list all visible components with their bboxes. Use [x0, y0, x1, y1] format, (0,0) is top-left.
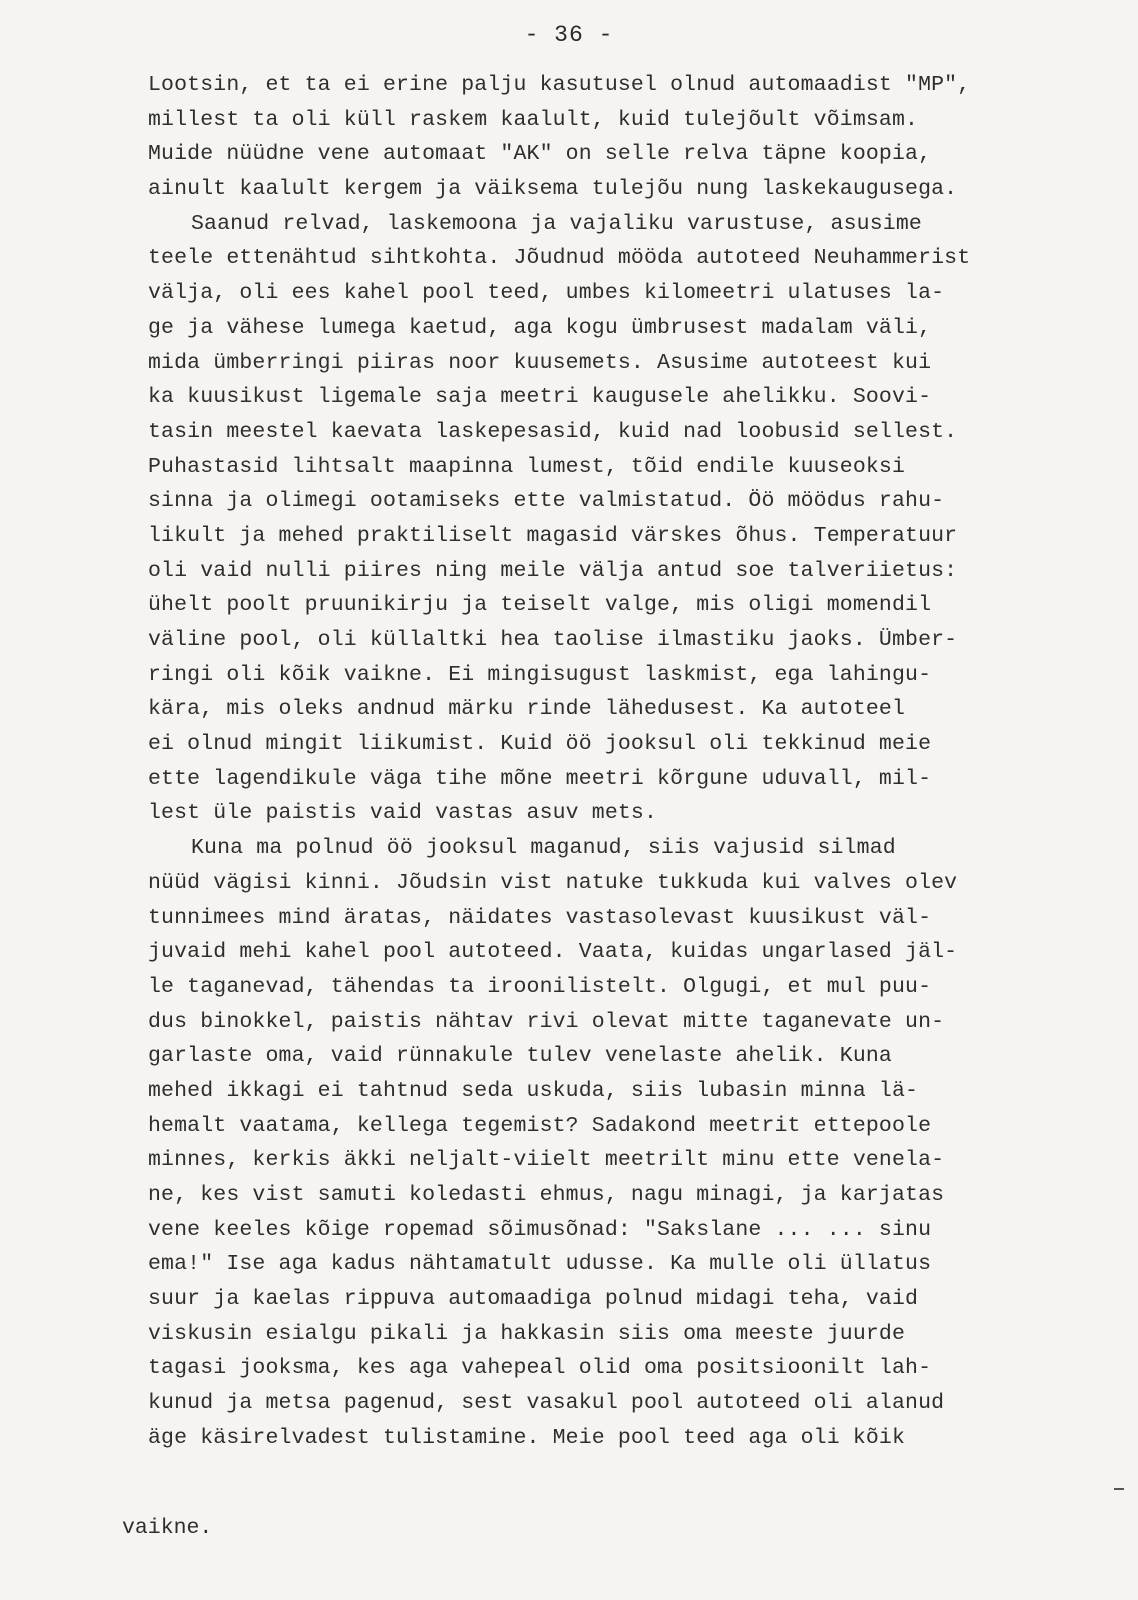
text-line: Lootsin, et ta ei erine palju kasutusel olnud automaadist "MP",	[148, 73, 971, 97]
text-line: Saanud relvad, laskemoona ja vajaliku varustuse, asusime	[191, 211, 922, 236]
text-line: kära, mis oleks andnud märku rinde lähedusest. Ka autoteel	[148, 697, 906, 722]
text-line: väline pool, oli küllaltki hea taolise ilmastiku jaoks. Ümber-	[148, 628, 958, 652]
text-line: ka kuusikust ligemale saja meetri kaugusele ahelikku. Soovi-	[148, 385, 932, 410]
text-line: mehed ikkagi ei tahtnud seda uskuda, siis lubasin minna lä-	[148, 1078, 919, 1103]
text-line: välja, oli ees kahel pool teed, umbes kilomeetri ulatuses la-	[148, 281, 945, 306]
text-line: tasin meestel kaevata laskepesasid, kuid nad loobusid sellest.	[148, 419, 958, 444]
text-line: suur ja kaelas rippuva automaadiga polnud midagi teha, vaid	[148, 1287, 919, 1312]
text-line: ema!" Ise aga kadus nähtamatult udusse. Ka mulle oli üllatus	[148, 1252, 932, 1277]
closing-line: vaikne.	[122, 1516, 213, 1540]
text-line: hemalt vaatama, kellega tegemist? Sadakond meetrit ettepoole	[148, 1113, 932, 1138]
text-line: nüüd vägisi kinni. Jõudsin vist natuke tukkuda kui valves olev	[148, 870, 958, 895]
text-line: ringi oli kõik vaikne. Ei mingisugust laskmist, ega lahingu-	[148, 662, 932, 687]
text-line: ainult kaalult kergem ja väiksema tulejõu nung laskekaugusega.	[148, 177, 958, 202]
text-line: ge ja vähese lumega kaetud, aga kogu ümbrusest madalam väli,	[148, 315, 932, 340]
text-line: ühelt poolt pruunikirju ja teiselt valge, mis oligi momendil	[148, 593, 932, 618]
text-line: oli vaid nulli piires ning meile välja antud soe talveriietus:	[148, 558, 958, 583]
margin-mark	[1114, 1488, 1124, 1490]
text-line: millest ta oli küll raskem kaalult, kuid tulejõult võimsam.	[148, 107, 919, 132]
text-line: mida ümberringi piiras noor kuusemets. Asusime autoteest kui	[148, 350, 932, 375]
text-line: vene keeles kõige ropemad sõimusõnad: "Sakslane ... ... sinu	[148, 1217, 932, 1242]
text-line: ei olnud mingit liikumist. Kuid öö jooksul oli tekkinud meie	[148, 732, 932, 757]
text-line: sinna ja olimegi ootamiseks ette valmistatud. Öö möödus rahu-	[148, 489, 945, 514]
text-line: likult ja mehed praktiliselt magasid värskes õhus. Temperatuur	[148, 523, 958, 548]
text-line: viskusin esialgu pikali ja hakkasin siis oma meeste juurde	[148, 1321, 906, 1346]
text-line: le taganevad, tähendas ta iroonilistelt. Olgugi, et mul puu-	[148, 974, 932, 999]
text-line: Kuna ma polnud öö jooksul maganud, siis vajusid silmad	[191, 836, 896, 861]
text-line: Muide nüüdne vene automaat "AK" on selle relva täpne koopia,	[148, 142, 932, 167]
text-line: teele ettenähtud sihtkohta. Jõudnud mööda autoteed Neuhammerist	[148, 246, 971, 271]
text-line: äge käsirelvadest tulistamine. Meie pool teed aga oli kõik	[148, 1425, 906, 1450]
text-line: tunnimees mind äratas, näidates vastasolevast kuusikust väl-	[148, 905, 932, 930]
text-line: tagasi jooksma, kes aga vahepeal olid oma positsioonilt lah-	[148, 1356, 932, 1381]
text-line: juvaid mehi kahel pool autoteed. Vaata, kuidas ungarlased jäl-	[148, 940, 958, 965]
text-line: ette lagendikule väga tihe mõne meetri kõrgune uduvall, mil-	[148, 766, 932, 791]
text-line: garlaste oma, vaid rünnakule tulev venelaste ahelik. Kuna	[148, 1044, 892, 1069]
text-line: ne, kes vist samuti koledasti ehmus, nagu minagi, ja karjatas	[148, 1183, 945, 1207]
text-line: minnes, kerkis äkki neljalt-viielt meetrilt minu ette venela-	[148, 1148, 945, 1173]
text-line: kunud ja metsa pagenud, sest vasakul pool autoteed oli alanud	[148, 1391, 945, 1416]
text-line: Puhastasid lihtsalt maapinna lumest, tõid endile kuuseoksi	[148, 454, 906, 479]
text-line: lest üle paistis vaid vastas asuv mets.	[148, 801, 658, 826]
body-text	[148, 68, 1048, 1456]
page-number: - 36 -	[524, 22, 614, 48]
text-line: dus binokkel, paistis nähtav rivi olevat mitte taganevate un-	[148, 1009, 945, 1034]
